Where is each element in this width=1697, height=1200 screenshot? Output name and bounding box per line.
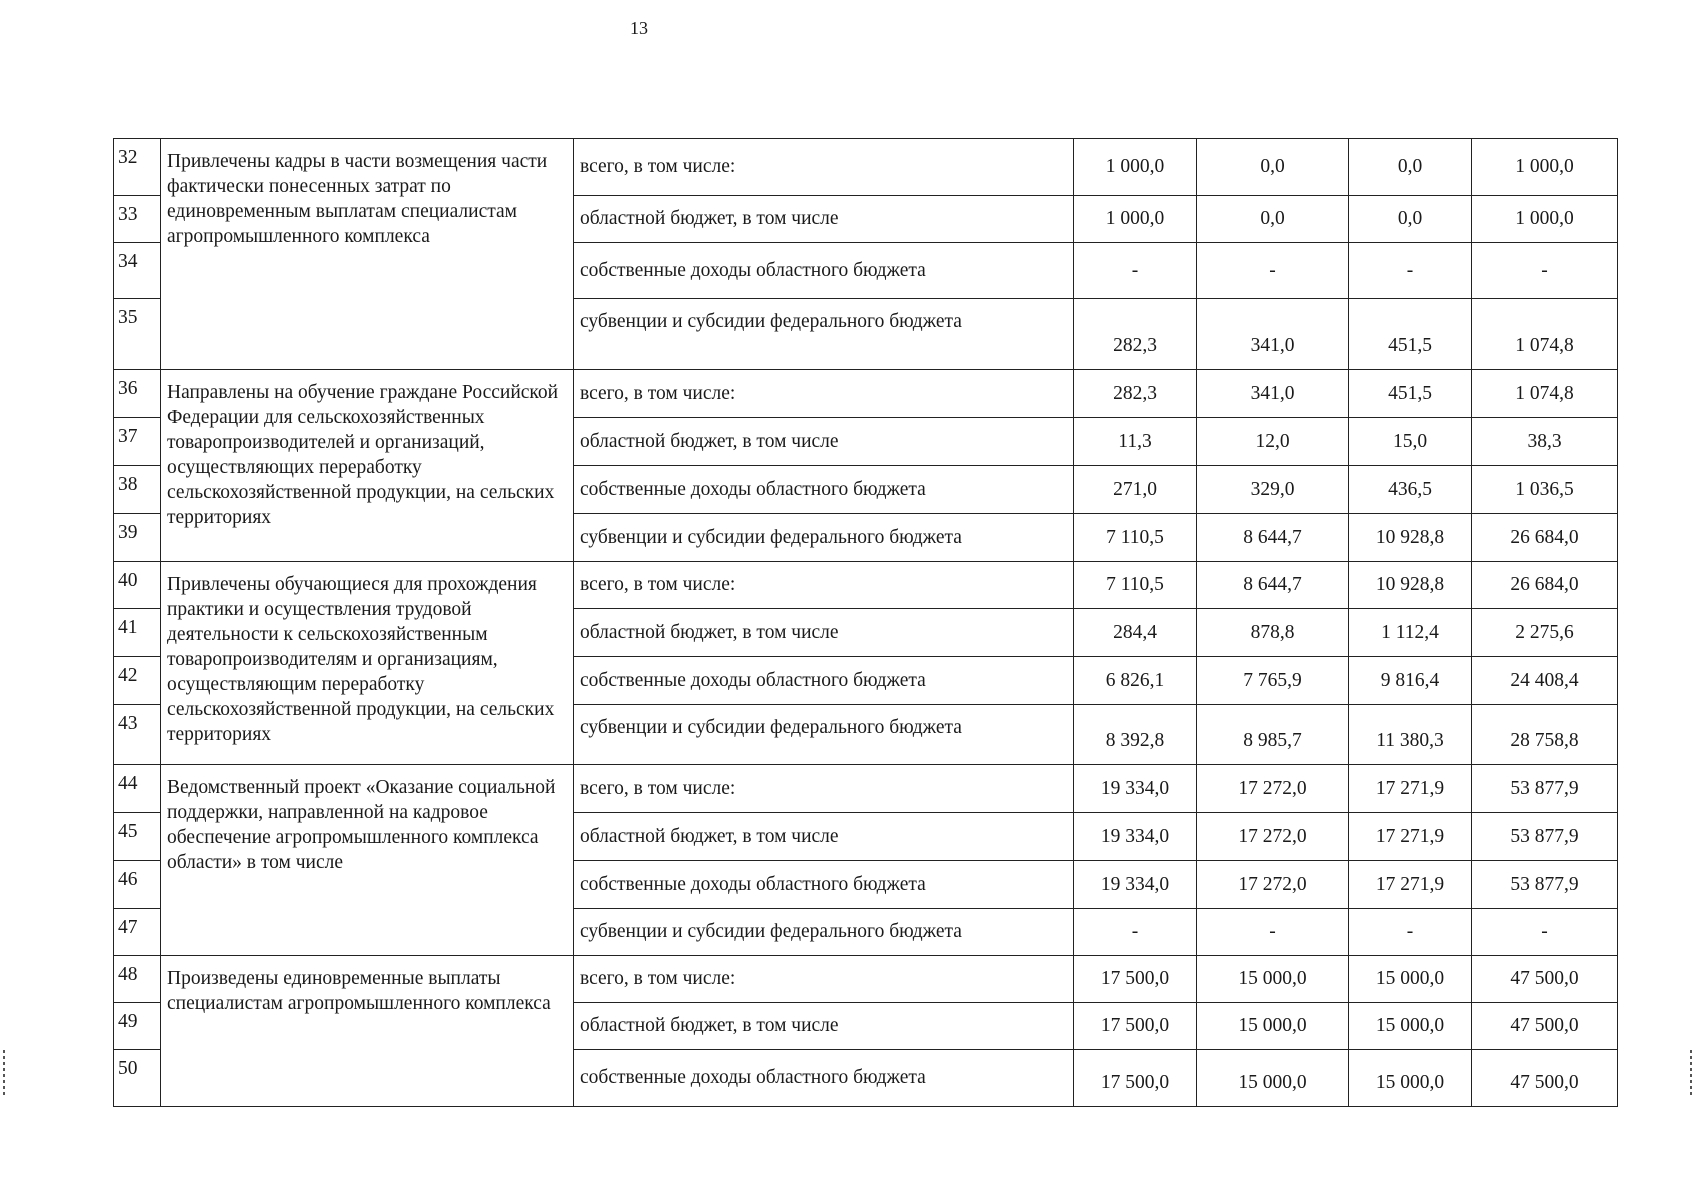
row-number: 35 [114, 299, 161, 370]
table-row [114, 765, 1618, 813]
value-cell: 28 758,8 [1472, 705, 1618, 765]
value-cell: 17 500,0 [1074, 956, 1197, 1003]
value-cell: 0,0 [1197, 196, 1349, 243]
funding-category: собственные доходы областного бюджета [574, 1050, 1074, 1107]
value-cell: 1 000,0 [1074, 139, 1197, 196]
table-row [114, 562, 1618, 609]
row-number: 41 [114, 609, 161, 657]
value-cell: 11 380,3 [1349, 705, 1472, 765]
row-number: 46 [114, 861, 161, 909]
value-cell: 0,0 [1197, 139, 1349, 196]
row-number: 43 [114, 705, 161, 765]
row-number: 49 [114, 1003, 161, 1050]
value-cell: 341,0 [1197, 370, 1349, 418]
page-number: 13 [630, 18, 648, 38]
funding-category: областной бюджет, в том числе [574, 1003, 1074, 1050]
value-cell: 15 000,0 [1349, 1050, 1472, 1107]
value-cell: 17 271,9 [1349, 765, 1472, 813]
value-cell: - [1349, 243, 1472, 299]
row-number: 39 [114, 514, 161, 562]
table-row [114, 139, 1618, 196]
row-number: 47 [114, 909, 161, 956]
funding-category: всего, в том числе: [574, 956, 1074, 1003]
funding-category: субвенции и субсидии федерального бюджета [574, 909, 1074, 956]
value-cell: 7 110,5 [1074, 562, 1197, 609]
value-cell: 1 074,8 [1472, 370, 1618, 418]
row-number: 38 [114, 466, 161, 514]
value-cell: 1 000,0 [1472, 196, 1618, 243]
value-cell: - [1197, 909, 1349, 956]
value-cell: 451,5 [1349, 370, 1472, 418]
row-number: 50 [114, 1050, 161, 1107]
value-cell: 6 826,1 [1074, 657, 1197, 705]
value-cell: - [1472, 909, 1618, 956]
value-cell: 10 928,8 [1349, 514, 1472, 562]
value-cell: 17 272,0 [1197, 861, 1349, 909]
value-cell: 1 000,0 [1472, 139, 1618, 196]
value-cell: - [1074, 243, 1197, 299]
table-row [114, 370, 1618, 418]
value-cell: 11,3 [1074, 418, 1197, 466]
funding-category: всего, в том числе: [574, 139, 1074, 196]
row-number: 40 [114, 562, 161, 609]
value-cell: 1 074,8 [1472, 299, 1618, 370]
row-number: 37 [114, 418, 161, 466]
value-cell: 15 000,0 [1197, 956, 1349, 1003]
value-cell: 1 112,4 [1349, 609, 1472, 657]
value-cell: 53 877,9 [1472, 813, 1618, 861]
value-cell: 19 334,0 [1074, 765, 1197, 813]
value-cell: 329,0 [1197, 466, 1349, 514]
row-number: 42 [114, 657, 161, 705]
value-cell: 282,3 [1074, 299, 1197, 370]
value-cell: - [1197, 243, 1349, 299]
value-cell: - [1349, 909, 1472, 956]
value-cell: 436,5 [1349, 466, 1472, 514]
funding-category: областной бюджет, в том числе [574, 418, 1074, 466]
value-cell: 15 000,0 [1349, 956, 1472, 1003]
funding-category: собственные доходы областного бюджета [574, 657, 1074, 705]
row-number: 45 [114, 813, 161, 861]
value-cell: 2 275,6 [1472, 609, 1618, 657]
value-cell: 0,0 [1349, 196, 1472, 243]
value-cell: 9 816,4 [1349, 657, 1472, 705]
value-cell: 15 000,0 [1349, 1003, 1472, 1050]
funding-category: собственные доходы областного бюджета [574, 861, 1074, 909]
value-cell: 17 271,9 [1349, 861, 1472, 909]
funding-category: собственные доходы областного бюджета [574, 466, 1074, 514]
value-cell: 17 271,9 [1349, 813, 1472, 861]
value-cell: 1 000,0 [1074, 196, 1197, 243]
value-cell: - [1472, 243, 1618, 299]
value-cell: 15 000,0 [1197, 1050, 1349, 1107]
value-cell: 8 985,7 [1197, 705, 1349, 765]
value-cell: 47 500,0 [1472, 956, 1618, 1003]
row-number: 33 [114, 196, 161, 243]
value-cell: 1 036,5 [1472, 466, 1618, 514]
row-number: 32 [114, 139, 161, 196]
value-cell: 10 928,8 [1349, 562, 1472, 609]
value-cell: 0,0 [1349, 139, 1472, 196]
value-cell: 53 877,9 [1472, 765, 1618, 813]
value-cell: 19 334,0 [1074, 861, 1197, 909]
measure-description: Направлены на обучение граждане Российской Федерации для сельскохозяйственных товаропроизводителей и организаций, осуществляющих переработку сельскохозяйственной продукции, на сельских территориях [161, 370, 574, 562]
value-cell: 7 110,5 [1074, 514, 1197, 562]
funding-category: всего, в том числе: [574, 562, 1074, 609]
value-cell: 17 272,0 [1197, 813, 1349, 861]
funding-category: всего, в том числе: [574, 370, 1074, 418]
row-number: 34 [114, 243, 161, 299]
value-cell: 7 765,9 [1197, 657, 1349, 705]
value-cell: 26 684,0 [1472, 514, 1618, 562]
measure-description: Привлечены обучающиеся для прохождения практики и осуществления трудовой деятельности к сельскохозяйственным товаропроизводителям и организациям, осуществляющим переработку сельскохозяйственной продукции, на сельских территориях [161, 562, 574, 765]
funding-category: субвенции и субсидии федерального бюджета [574, 514, 1074, 562]
funding-category: собственные доходы областного бюджета [574, 243, 1074, 299]
value-cell: 17 272,0 [1197, 765, 1349, 813]
value-cell: 878,8 [1197, 609, 1349, 657]
scan-edge-mark-left [3, 1050, 5, 1098]
value-cell: 8 644,7 [1197, 514, 1349, 562]
value-cell: 24 408,4 [1472, 657, 1618, 705]
value-cell: 451,5 [1349, 299, 1472, 370]
funding-category: субвенции и субсидии федерального бюджета [574, 299, 1074, 370]
value-cell: 53 877,9 [1472, 861, 1618, 909]
funding-category: субвенции и субсидии федерального бюджета [574, 705, 1074, 765]
funding-category: областной бюджет, в том числе [574, 609, 1074, 657]
value-cell: 38,3 [1472, 418, 1618, 466]
table-row [114, 956, 1618, 1003]
value-cell: 282,3 [1074, 370, 1197, 418]
row-number: 36 [114, 370, 161, 418]
value-cell: 47 500,0 [1472, 1050, 1618, 1107]
funding-category: областной бюджет, в том числе [574, 196, 1074, 243]
value-cell: 8 644,7 [1197, 562, 1349, 609]
value-cell: - [1074, 909, 1197, 956]
value-cell: 271,0 [1074, 466, 1197, 514]
measure-description: Ведомственный проект «Оказание социальной поддержки, направленной на кадровое обеспечение агропромышленного комплекса области» в том числе [161, 765, 574, 956]
value-cell: 17 500,0 [1074, 1003, 1197, 1050]
funding-category: областной бюджет, в том числе [574, 813, 1074, 861]
row-number: 44 [114, 765, 161, 813]
value-cell: 341,0 [1197, 299, 1349, 370]
value-cell: 12,0 [1197, 418, 1349, 466]
scan-edge-mark-right [1690, 1050, 1692, 1098]
value-cell: 15,0 [1349, 418, 1472, 466]
measure-description: Привлечены кадры в части возмещения части фактически понесенных затрат по единовременным выплатам специалистам агропромышленного комплекса [161, 139, 574, 370]
funding-category: всего, в том числе: [574, 765, 1074, 813]
value-cell: 15 000,0 [1197, 1003, 1349, 1050]
value-cell: 17 500,0 [1074, 1050, 1197, 1107]
measure-description: Произведены единовременные выплаты специалистам агропромышленного комплекса [161, 956, 574, 1107]
value-cell: 284,4 [1074, 609, 1197, 657]
value-cell: 26 684,0 [1472, 562, 1618, 609]
budget-table [113, 138, 1618, 1107]
value-cell: 8 392,8 [1074, 705, 1197, 765]
value-cell: 19 334,0 [1074, 813, 1197, 861]
row-number: 48 [114, 956, 161, 1003]
value-cell: 47 500,0 [1472, 1003, 1618, 1050]
